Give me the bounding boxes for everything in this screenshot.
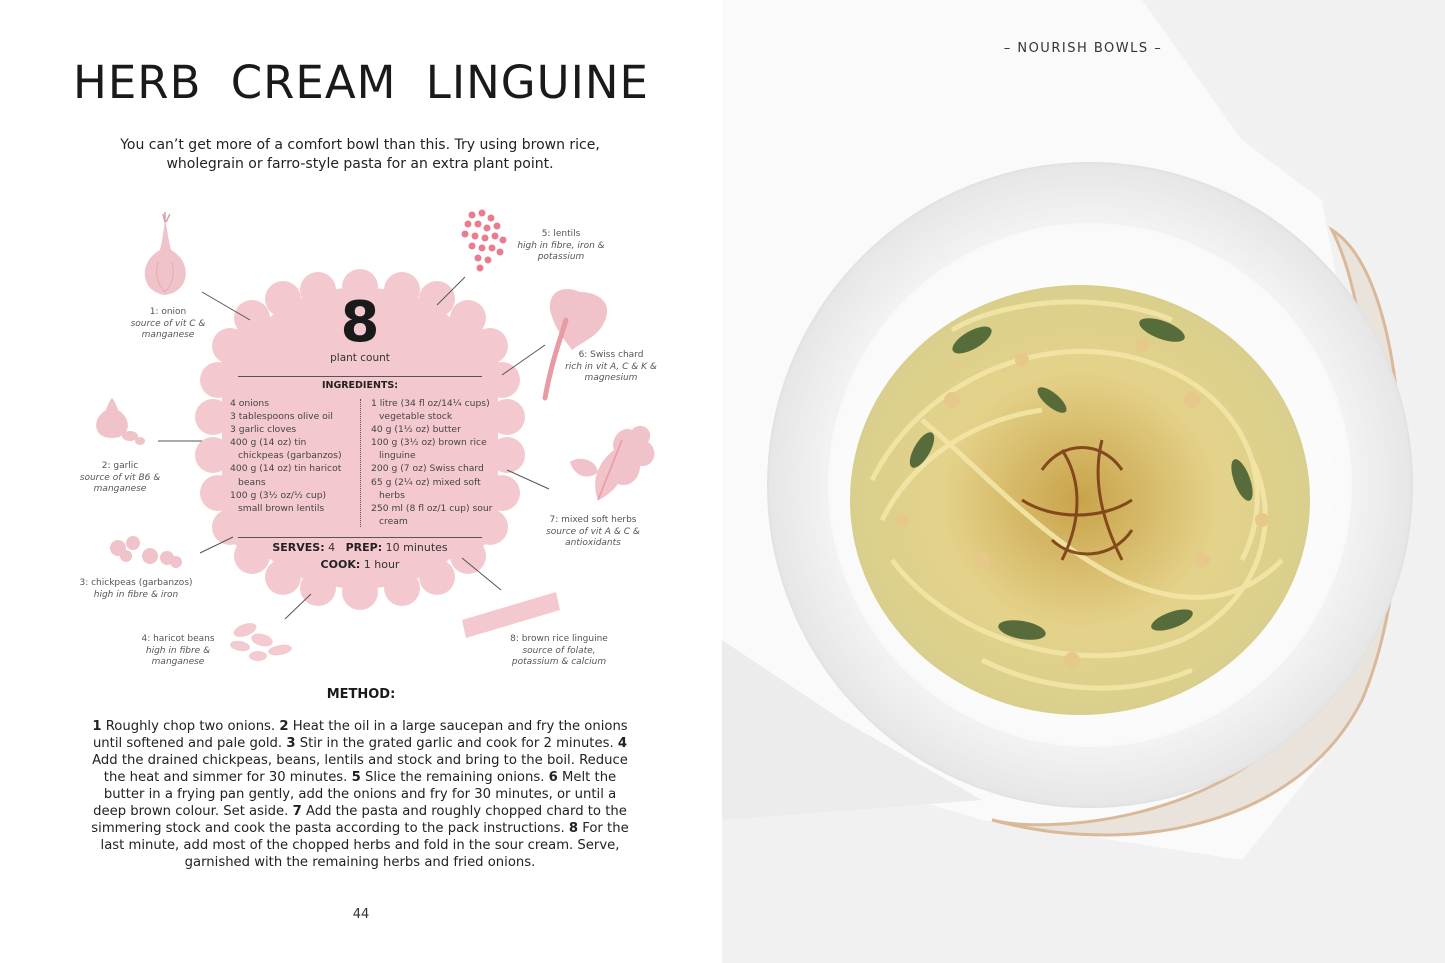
left-page <box>0 0 722 963</box>
serves-prep <box>238 541 482 554</box>
ingredient-item: 100 g (3½ oz) brown rice linguine <box>371 437 487 462</box>
onion-icon <box>145 212 186 295</box>
recipe-title: HERB CREAM LINGUINE <box>73 56 649 109</box>
lentils-icon <box>462 210 507 272</box>
ingredient-item: 3 tablespoons olive oil <box>230 411 333 423</box>
right-page-photo <box>722 0 1445 963</box>
method-text: 1 Roughly chop two onions. 2 Heat the oil in a large saucepan and fry the onions until softened and pale gold. 3 Stir in the grated garlic and cook for 2 minutes. 4 Add the drained chickpeas, beans, lentils and stock and bring to the boil. Reduce the heat and simmer for 30 minutes. 5 Slice the remaining onions. 6 Melt the butter in a frying pan gently, add the onions and fry for 30 minutes, or until a deep brown colour. Set aside. 7 Add the pasta and roughly chopped chard to the simmering stock and cook the pasta according to the pack instructions. 8 For the last minute, add most of the chopped herbs and fold in the sour cream. Serve, garnished with the remaining herbs and fried onions. <box>91 719 629 870</box>
divider-top <box>238 376 482 377</box>
ingredient-item: 4 onions <box>230 398 269 409</box>
plant-label-chickpeas: 3: chickpeas (garbanzos) high in fibre & iron <box>79 578 193 600</box>
plant-label-linguine: 8: brown rice linguine source of folate, potassium & calcium <box>510 634 608 667</box>
ingredient-item: 400 g (14 oz) tin haricot beans <box>230 463 342 488</box>
pasta-bowl-photo <box>722 0 1445 963</box>
haricot-beans-icon <box>229 620 292 661</box>
prep-label: PREP: <box>345 541 383 554</box>
plant-label-haricot: 4: haricot beans high in fibre & manganese <box>141 634 215 667</box>
plant-label-garlic: 2: garlic source of vit B6 & manganese <box>79 461 161 494</box>
linguine-icon <box>462 592 560 638</box>
method-heading: METHOD: <box>326 687 396 702</box>
section-title: – NOURISH BOWLS – <box>1003 41 1163 56</box>
cook-label: COOK: <box>320 558 361 571</box>
chickpeas-icon <box>110 536 182 568</box>
plant-label-herbs: 7: mixed soft herbs source of vit A & C & antioxidants <box>546 515 640 548</box>
ingredient-item: 65 g (2¼ oz) mixed soft herbs <box>371 476 481 501</box>
plant-label-lentils: 5: lentils high in fibre, iron & potassium <box>517 229 605 262</box>
page-number: 44 <box>352 907 370 922</box>
ingredient-item: 250 ml (8 fl oz/1 cup) sour cream <box>371 502 493 527</box>
serves-label: SERVES: <box>272 541 325 554</box>
ingredient-item: 100 g (3½ oz/½ cup) small brown lentils <box>230 489 327 514</box>
herbs-icon <box>570 426 654 500</box>
cook-value: 1 hour <box>363 558 400 571</box>
serves-value: 4 <box>328 541 336 554</box>
ingredient-item: 400 g (14 oz) tin chickpeas (garbanzos) <box>230 437 342 462</box>
recipe-intro: You can’t get more of a comfort bowl than this. Try using brown rice, wholegrain or farro-style pasta for an extra plant point. <box>120 137 600 172</box>
plant-count-label: plant count <box>330 352 390 364</box>
cook-time <box>238 558 482 571</box>
garlic-icon <box>96 398 145 445</box>
divider-bottom <box>238 537 482 538</box>
ingredient-item: 1 litre (34 fl oz/14¼ cups) vegetable stock <box>371 398 490 423</box>
ingredient-item: 200 g (7 oz) Swiss chard <box>371 463 484 475</box>
plant-count-number: 8 <box>340 290 380 355</box>
ingredient-item: 40 g (1½ oz) butter <box>371 424 461 436</box>
plant-label-chard: 6: Swiss chard rich in vit A, C & K & magnesium <box>565 350 657 383</box>
plant-label-onion: 1: onion source of vit C & manganese <box>130 307 206 340</box>
ingredients-list-left <box>230 397 352 515</box>
ingredients-list-right <box>371 397 496 528</box>
prep-value: 10 minutes <box>385 541 448 554</box>
ingredients-heading: INGREDIENTS: <box>321 380 399 391</box>
ingredients-column-divider <box>360 399 361 527</box>
ingredient-item: 3 garlic cloves <box>230 424 297 436</box>
